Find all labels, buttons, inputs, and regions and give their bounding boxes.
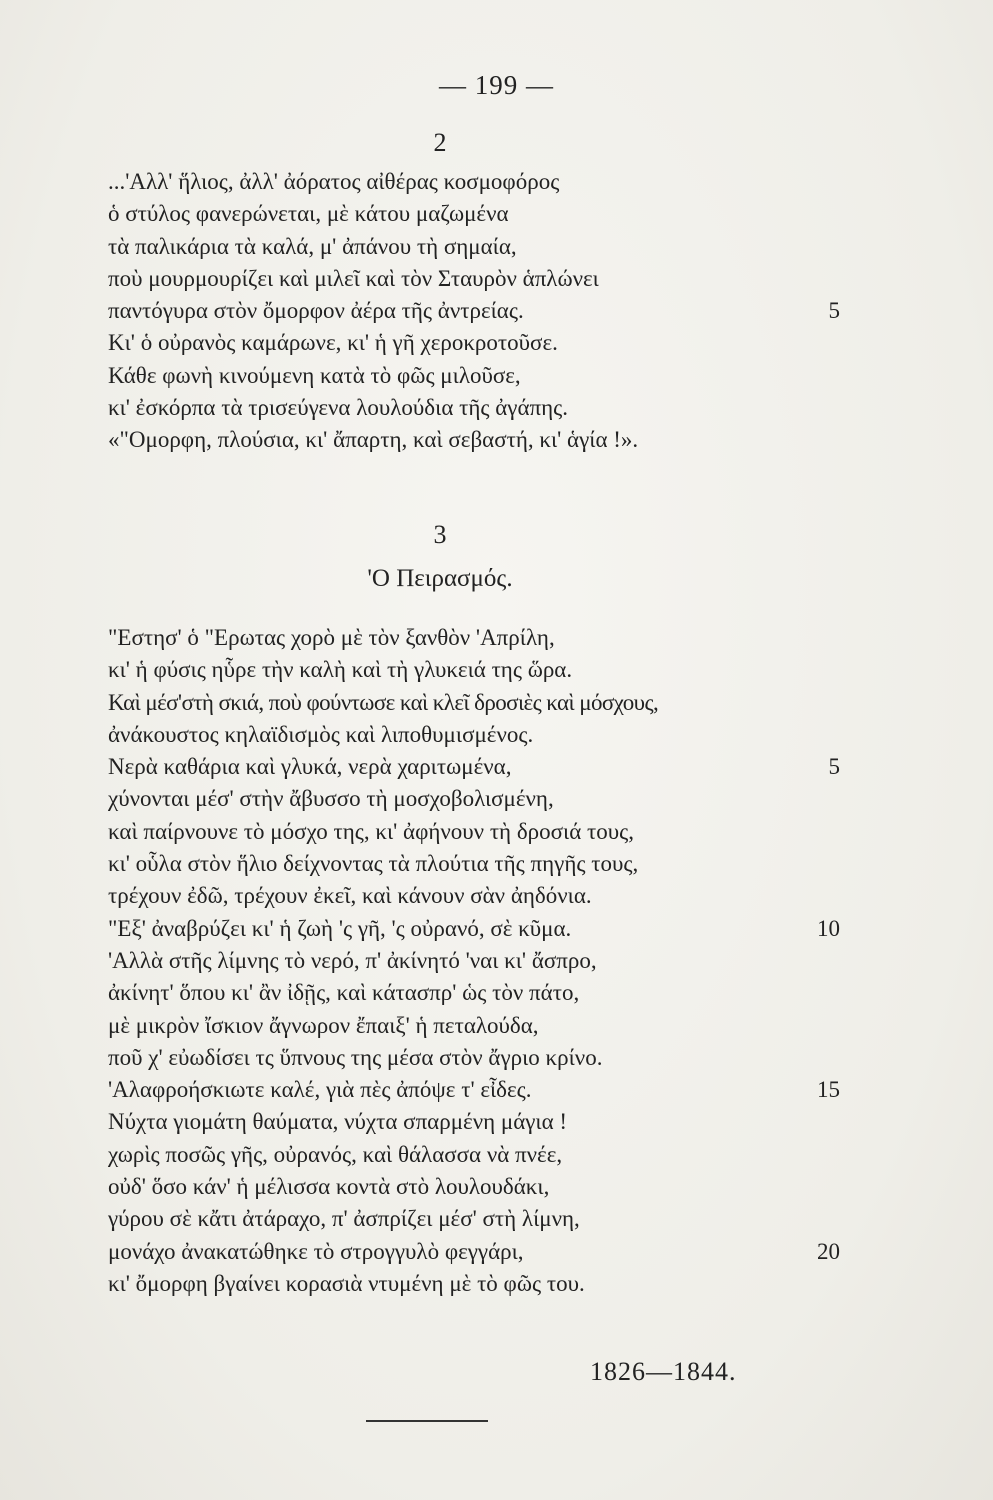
line-number: 5: [828, 298, 840, 324]
verse-line: «"Ομορφη, πλούσια, κι' ἄπαρτη, καὶ σεβαστή, κι' ἁγία !».: [108, 427, 639, 453]
verse-line: κι' ὄμορφη βγαίνει κορασιὰ ντυμένη μὲ τὸ φῶς του.: [108, 1270, 585, 1296]
verse-line: χωρὶς ποσῶς γῆς, οὐρανός, καὶ θάλασσα νὰ πνέε,: [108, 1141, 563, 1167]
verse-line: ἀνάκουστος κηλαϊδισμὸς καὶ λιποθυμισμένος.: [108, 721, 534, 747]
verse-line: Νερὰ καθάρια καὶ γλυκά, νερὰ χαριτωμένα, 5: [108, 751, 828, 783]
line-number: 10: [817, 915, 840, 941]
page-number-header: — 199 —: [439, 70, 554, 100]
verse-line: τρέχουν ἐδῶ, τρέχουν ἐκεῖ, καὶ κάνουν σὰν ἀηδόνια.: [108, 883, 592, 909]
section-3-verse: [108, 622, 840, 1300]
verse-line: Κάθε φωνὴ κινούμενη κατὰ τὸ φῶς μιλοῦσε,: [108, 362, 521, 388]
verse-line: Καὶ μέσ'στὴ σκιά, ποὺ φούντωσε καὶ κλεῖ δροσιὲς καὶ μόσχους,: [108, 689, 659, 715]
verse-line: Κι' ὁ οὐρανὸς καμάρωνε, κι' ἡ γῆ χεροκροτοῦσε.: [108, 330, 558, 356]
verse-line: 'Αλλὰ στῆς λίμνης τὸ νερό, π' ἀκίνητό 'ναι κι' ἄσπρο,: [108, 947, 597, 973]
verse-line: κι' ἡ φύσις ηὗρε τὴν καλὴ καὶ τὴ γλυκειά της ὥρα.: [108, 657, 573, 683]
verse-line: "Εστησ' ὁ "Ερωτας χορὸ μὲ τὸν ξανθὸν 'Απρίλη,: [108, 625, 555, 650]
line-number: 20: [817, 1238, 840, 1264]
verse-line: ποὺ μουρμουρίζει καὶ μιλεῖ καὶ τὸν Σταυρὸν ἁπλώνει: [108, 265, 599, 291]
verse-line: ποῦ χ' εὐωδίσει τς ὕπνους της μέσα στὸν ἄγριο κρίνο.: [108, 1044, 603, 1070]
verse-line: μὲ μικρὸν ἴσκιον ἄγνωρον ἔπαιξ' ἡ πεταλούδα,: [108, 1012, 539, 1038]
verse-line: ὁ στύλος φανερώνεται, μὲ κάτου μαζωμένα: [108, 201, 509, 227]
verse-line: χύνονται μέσ' στὴν ἄβυσσο τὴ μοσχοβολισμένη,: [108, 786, 554, 812]
verse-line: κι' ἐσκόρπα τὰ τρισεύγενα λουλούδια τῆς ἀγάπης.: [108, 395, 569, 421]
line-number: 15: [817, 1077, 840, 1103]
verse-line: τὰ παλικάρια τὰ καλά, μ' ἀπάνου τὴ σημαία,: [108, 233, 517, 259]
verse-line: Νύχτα γιομάτη θαύματα, νύχτα σπαρμένη μάγια !: [108, 1109, 568, 1135]
verse-line: καὶ παίρνουνε τὸ μόσχο της, κι' ἀφήνουν τὴ δροσιά τους,: [108, 818, 635, 844]
line-number: 5: [828, 754, 840, 780]
section-3-number: 3: [433, 520, 447, 549]
verse-line: οὐδ' ὅσο κάν' ἡ μέλισσα κοντὰ στὸ λουλουδάκι,: [108, 1174, 550, 1200]
verse-line: γύρου σὲ κἄτι ἀτάραχο, π' ἀσπρίζει μέσ' στὴ λίμνη,: [108, 1206, 580, 1232]
verse-line: μονάχο ἀνακατώθηκε τὸ στρογγυλὸ φεγγάρι, 20: [108, 1236, 828, 1268]
section-2-number: 2: [433, 128, 447, 157]
verse-line: κι' οὗλα στὸν ἥλιο δείχνοντας τὰ πλούτια τῆς πηγῆς τους,: [108, 851, 639, 877]
verse-line: παντόγυρα στὸν ὄμορφον ἀέρα τῆς ἀντρείας. 5: [108, 295, 828, 327]
verse-line: ἀκίνητ' ὅπου κι' ἂν ἰδῇς, καὶ κάτασπρ' ὡς τὸν πάτο,: [108, 980, 580, 1006]
verse-line: ...'Αλλ' ἥλιος, ἀλλ' ἀόρατος αἰθέρας κοσμοφόρος: [108, 169, 560, 194]
end-rule: [366, 1420, 488, 1422]
verse-line: "Εξ' ἀναβρύζει κι' ἡ ζωὴ 'ς γῆ, 'ς οὐρανό, σὲ κῦμα. 10: [108, 913, 828, 945]
verse-line: 'Αλαφροήσκιωτε καλέ, γιὰ πὲς ἀπόψε τ' εἶδες. 15: [108, 1074, 828, 1106]
section-2-verse: [108, 166, 840, 457]
section-3-title: 'Ο Πειρασμός.: [367, 565, 513, 592]
composition-date: 1826—1844.: [590, 1357, 737, 1386]
